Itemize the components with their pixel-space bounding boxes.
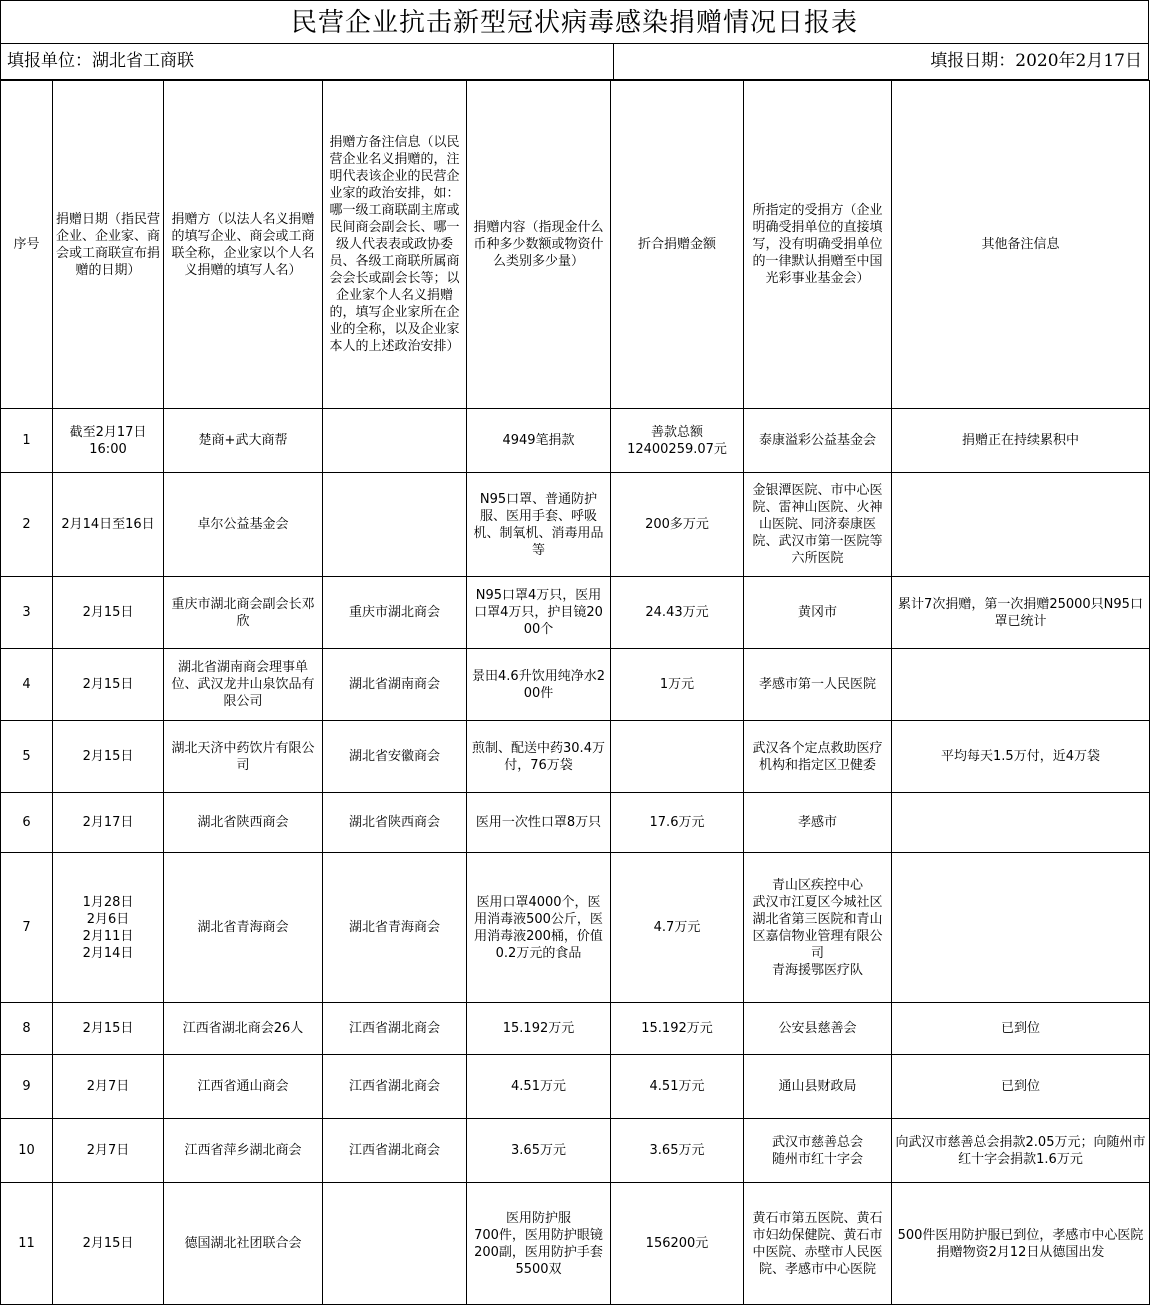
cell-recipient[interactable]: 武汉各个定点救助医疗机构和指定区卫健委 xyxy=(744,721,892,793)
cell-donor-notes[interactable]: 江西省湖北商会 xyxy=(323,1119,467,1183)
cell-index[interactable]: 5 xyxy=(1,721,53,793)
cell-donor[interactable]: 重庆市湖北商会副会长邓欣 xyxy=(164,577,323,649)
header-recipient: 所指定的受捐方（企业明确受捐单位的直接填写，没有明确受捐单位的一律默认捐赠至中国光彩事业基金会） xyxy=(744,81,892,409)
header-donor: 捐赠方（以法人名义捐赠的填写企业、商会或工商联全称，企业家以个人名义捐赠的填写人名） xyxy=(164,81,323,409)
reporting-date: 填报日期：2020年2月17日 xyxy=(930,51,1142,71)
table-row xyxy=(1,409,1150,473)
cell-recipient[interactable]: 武汉市慈善总会 随州市红十字会 xyxy=(744,1119,892,1183)
cell-other-notes[interactable] xyxy=(892,793,1150,853)
table-row xyxy=(1,721,1150,793)
cell-content[interactable]: 医用口罩4000个，医用消毒液500公斤，医用消毒液200桶，价值0.2万元的食品 xyxy=(467,853,611,1003)
table-row xyxy=(1,577,1150,649)
cell-content[interactable]: 4.51万元 xyxy=(467,1055,611,1119)
cell-donor[interactable]: 卓尔公益基金会 xyxy=(164,473,323,577)
cell-date[interactable]: 2月15日 xyxy=(53,577,164,649)
table-row xyxy=(1,1183,1150,1305)
header-row xyxy=(1,81,1150,409)
cell-date[interactable]: 2月7日 xyxy=(53,1119,164,1183)
cell-other-notes[interactable]: 平均每天1.5万付，近4万袋 xyxy=(892,721,1150,793)
cell-other-notes[interactable]: 向武汉市慈善总会捐款2.05万元；向随州市红十字会捐款1.6万元 xyxy=(892,1119,1150,1183)
cell-content[interactable]: 15.192万元 xyxy=(467,1003,611,1055)
cell-date[interactable]: 2月15日 xyxy=(53,721,164,793)
cell-donor[interactable]: 江西省萍乡湖北商会 xyxy=(164,1119,323,1183)
cell-recipient[interactable]: 黄冈市 xyxy=(744,577,892,649)
cell-donor[interactable]: 江西省通山商会 xyxy=(164,1055,323,1119)
cell-donor[interactable]: 湖北天济中药饮片有限公司 xyxy=(164,721,323,793)
cell-content[interactable]: 煎制、配送中药30.4万付，76万袋 xyxy=(467,721,611,793)
cell-amount[interactable]: 156200元 xyxy=(611,1183,744,1305)
cell-index[interactable]: 1 xyxy=(1,409,53,473)
cell-date[interactable]: 截至2月17日 16:00 xyxy=(53,409,164,473)
cell-donor[interactable]: 湖北省青海商会 xyxy=(164,853,323,1003)
cell-index[interactable]: 4 xyxy=(1,649,53,721)
header-amount: 折合捐赠金额 xyxy=(611,81,744,409)
cell-date[interactable]: 2月17日 xyxy=(53,793,164,853)
cell-donor-notes[interactable]: 湖北省陕西商会 xyxy=(323,793,467,853)
cell-recipient[interactable]: 青山区疾控中心 武汉市江夏区今城社区 湖北省第三医院和青山区嘉信物业管理有限公司 青海援鄂医疗队 xyxy=(744,853,892,1003)
cell-index[interactable]: 6 xyxy=(1,793,53,853)
header-index: 序号 xyxy=(1,81,53,409)
info-divider xyxy=(613,44,614,79)
table-row xyxy=(1,649,1150,721)
cell-amount[interactable]: 17.6万元 xyxy=(611,793,744,853)
cell-other-notes[interactable]: 500件医用防护服已到位，孝感市中心医院捐赠物资2月12日从德国出发 xyxy=(892,1183,1150,1305)
cell-amount[interactable]: 善款总额 12400259.07元 xyxy=(611,409,744,473)
cell-donor[interactable]: 湖北省湖南商会理事单位、武汉龙井山泉饮品有限公司 xyxy=(164,649,323,721)
cell-donor-notes[interactable]: 江西省湖北商会 xyxy=(323,1003,467,1055)
header-other-notes: 其他备注信息 xyxy=(892,81,1150,409)
cell-content[interactable]: 医用防护服 700件，医用防护眼镜 200副，医用防护手套 5500双 xyxy=(467,1183,611,1305)
cell-other-notes[interactable]: 累计7次捐赠，第一次捐赠25000只N95口罩已统计 xyxy=(892,577,1150,649)
cell-donor-notes[interactable]: 湖北省青海商会 xyxy=(323,853,467,1003)
cell-date[interactable]: 2月7日 xyxy=(53,1055,164,1119)
cell-index[interactable]: 10 xyxy=(1,1119,53,1183)
header-date: 捐赠日期（指民营企业、企业家、商会或工商联宣布捐赠的日期） xyxy=(53,81,164,409)
cell-donor-notes[interactable]: 湖北省湖南商会 xyxy=(323,649,467,721)
cell-index[interactable]: 11 xyxy=(1,1183,53,1305)
cell-recipient[interactable]: 通山县财政局 xyxy=(744,1055,892,1119)
cell-donor-notes[interactable] xyxy=(323,1183,467,1305)
table-row xyxy=(1,1119,1150,1183)
cell-amount[interactable]: 3.65万元 xyxy=(611,1119,744,1183)
cell-amount[interactable]: 15.192万元 xyxy=(611,1003,744,1055)
table-row xyxy=(1,793,1150,853)
cell-content[interactable]: 4949笔捐款 xyxy=(467,409,611,473)
cell-index[interactable]: 9 xyxy=(1,1055,53,1119)
cell-recipient[interactable]: 泰康溢彩公益基金会 xyxy=(744,409,892,473)
cell-date[interactable]: 2月15日 xyxy=(53,1183,164,1305)
cell-content[interactable]: 医用一次性口罩8万只 xyxy=(467,793,611,853)
cell-other-notes[interactable]: 已到位 xyxy=(892,1055,1150,1119)
cell-other-notes[interactable]: 已到位 xyxy=(892,1003,1150,1055)
cell-donor-notes[interactable]: 湖北省安徽商会 xyxy=(323,721,467,793)
cell-recipient[interactable]: 孝感市第一人民医院 xyxy=(744,649,892,721)
table-row xyxy=(1,1055,1150,1119)
cell-index[interactable]: 8 xyxy=(1,1003,53,1055)
cell-recipient[interactable]: 金银潭医院、市中心医院、雷神山医院、火神山医院、同济泰康医院、武汉市第一医院等六所医院 xyxy=(744,473,892,577)
cell-index[interactable]: 7 xyxy=(1,853,53,1003)
cell-recipient[interactable]: 公安县慈善会 xyxy=(744,1003,892,1055)
cell-index[interactable]: 3 xyxy=(1,577,53,649)
cell-donor[interactable]: 江西省湖北商会26人 xyxy=(164,1003,323,1055)
cell-other-notes[interactable]: 捐赠正在持续累积中 xyxy=(892,409,1150,473)
table-row xyxy=(1,473,1150,577)
cell-donor[interactable]: 湖北省陕西商会 xyxy=(164,793,323,853)
cell-content[interactable]: N95口罩4万只，医用口罩4万只，护目镜2000个 xyxy=(467,577,611,649)
cell-amount[interactable] xyxy=(611,721,744,793)
info-bar xyxy=(0,44,1149,80)
cell-other-notes[interactable] xyxy=(892,649,1150,721)
cell-content[interactable]: 3.65万元 xyxy=(467,1119,611,1183)
cell-recipient[interactable]: 黄石市第五医院、黄石市妇幼保健院、黄石市中医院、赤壁市人民医院、孝感市中心医院 xyxy=(744,1183,892,1305)
cell-donor-notes[interactable]: 重庆市湖北商会 xyxy=(323,577,467,649)
cell-other-notes[interactable] xyxy=(892,473,1150,577)
reporting-unit: 填报单位：湖北省工商联 xyxy=(7,51,194,71)
cell-recipient[interactable]: 孝感市 xyxy=(744,793,892,853)
cell-amount[interactable]: 4.7万元 xyxy=(611,853,744,1003)
report-title: 民营企业抗击新型冠状病毒感染捐赠情况日报表 xyxy=(0,0,1149,44)
cell-content[interactable]: N95口罩、普通防护服、医用手套、呼吸机、制氧机、消毒用品等 xyxy=(467,473,611,577)
cell-donor-notes[interactable] xyxy=(323,409,467,473)
cell-donor[interactable]: 德国湖北社团联合会 xyxy=(164,1183,323,1305)
cell-date[interactable]: 2月15日 xyxy=(53,649,164,721)
cell-amount[interactable]: 200多万元 xyxy=(611,473,744,577)
cell-amount[interactable]: 4.51万元 xyxy=(611,1055,744,1119)
header-donor-notes: 捐赠方备注信息（以民营企业名义捐赠的，注明代表该企业的民营企业家的政治安排，如：哪一级工商联副主席或民间商会副会长、哪一级人代表表或政协委员、各级工商联所属商会会长或副会长等；以企业家个人名义捐赠的，填写企业家所在企业的全称，以及企业家本人的上述政治安排） xyxy=(323,81,467,409)
header-content: 捐赠内容（指现金什么币种多少数额或物资什么类别多少量） xyxy=(467,81,611,409)
cell-amount[interactable]: 24.43万元 xyxy=(611,577,744,649)
cell-content[interactable]: 景田4.6升饮用纯净水200件 xyxy=(467,649,611,721)
table-row xyxy=(1,1003,1150,1055)
cell-other-notes[interactable] xyxy=(892,853,1150,1003)
cell-date[interactable]: 1月28日 2月6日 2月11日 2月14日 xyxy=(53,853,164,1003)
cell-donor[interactable]: 楚商+武大商帮 xyxy=(164,409,323,473)
cell-amount[interactable]: 1万元 xyxy=(611,649,744,721)
cell-index[interactable]: 2 xyxy=(1,473,53,577)
table-row xyxy=(1,853,1150,1003)
cell-date[interactable]: 2月15日 xyxy=(53,1003,164,1055)
cell-donor-notes[interactable] xyxy=(323,473,467,577)
cell-donor-notes[interactable]: 江西省湖北商会 xyxy=(323,1055,467,1119)
cell-date[interactable]: 2月14日至16日 xyxy=(53,473,164,577)
donation-table xyxy=(0,80,1150,1305)
